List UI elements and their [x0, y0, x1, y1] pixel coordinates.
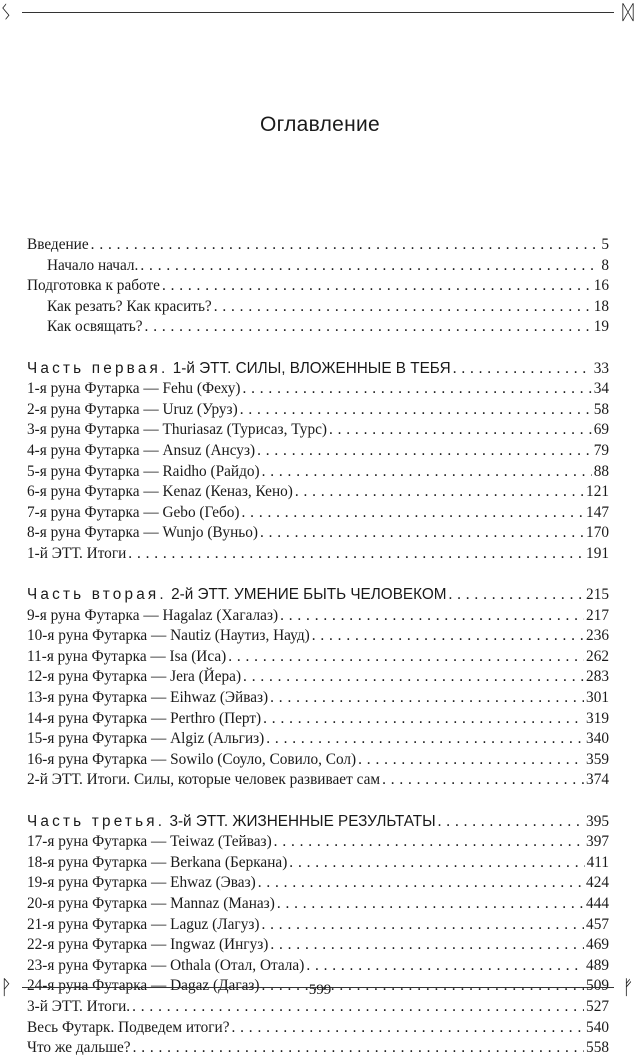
leader-dots	[242, 380, 591, 398]
toc-entry[interactable]	[27, 504, 609, 525]
rune-wunjo-icon: ᚹ	[0, 975, 12, 999]
toc-entry-page: 262	[586, 647, 609, 665]
toc-entry-label: 11-я руна Футарка — Isa (Иса)	[27, 647, 227, 665]
toc-entry-label: 5-я руна Футарка — Raidho (Райдо)	[27, 462, 260, 480]
toc-entry-label: 13-я руна Футарка — Eihwaz (Эйваз)	[27, 689, 269, 707]
toc-entry[interactable]	[27, 442, 609, 463]
toc-entry-page: 69	[593, 421, 609, 439]
toc-entry-page: 359	[586, 750, 609, 768]
leader-dots	[262, 463, 592, 481]
leader-dots	[263, 710, 584, 728]
toc-entry[interactable]	[27, 998, 609, 1019]
leader-dots	[128, 545, 584, 563]
toc-entry-page: 489	[586, 956, 609, 974]
toc-entry[interactable]	[27, 236, 609, 257]
toc-entry-page: 16	[593, 277, 609, 295]
part-title: 2-й ЭТТ. УМЕНИЕ БЫТЬ ЧЕЛОВЕКОМ	[171, 586, 447, 604]
toc-entry-page: 424	[586, 874, 609, 892]
toc-entry[interactable]	[27, 298, 609, 319]
toc-entry-page: 397	[586, 833, 609, 851]
toc-entry-label: Введение	[27, 236, 89, 253]
toc-entry-label: 15-я руна Футарка — Algiz (Альгиз)	[27, 730, 265, 748]
leader-dots	[382, 771, 584, 789]
toc-entry-label: 8-я руна Футарка — Wunjo (Вуньо)	[27, 524, 258, 542]
toc-entry-page: 58	[593, 400, 609, 418]
toc-entry[interactable]	[27, 421, 609, 442]
leader-dots	[266, 730, 584, 748]
toc-entry-label: 6-я руна Футарка — Kenaz (Кеназ, Кено)	[27, 483, 293, 501]
leader-dots	[257, 442, 592, 460]
toc-entry-label: 21-я руна Футарка — Laguz (Лагуз)	[27, 915, 260, 933]
toc-entry[interactable]	[27, 545, 609, 566]
toc-entry-page: 170	[586, 524, 609, 542]
toc-entry-label: Подготовка к работе	[27, 277, 160, 295]
toc-entry-label: 1-я руна Футарка — Fehu (Феху)	[27, 380, 241, 398]
toc-entry-page: 215	[586, 586, 609, 604]
leader-dots	[242, 504, 585, 522]
part-heading[interactable]	[27, 813, 609, 834]
toc-entry-page: 457	[586, 915, 609, 933]
toc-entry-label: 10-я руна Футарка — Nautiz (Наутиз, Науд)	[27, 627, 310, 645]
toc-entry-page: 33	[593, 359, 609, 377]
leader-dots	[91, 236, 600, 254]
toc-entry-page: 469	[586, 936, 609, 954]
toc-entry-label: 23-я руна Футарка — Othala (Отал, Отала)	[27, 956, 305, 974]
toc-entry[interactable]	[27, 668, 609, 689]
part-prefix: Часть первая.	[27, 359, 169, 377]
toc-entry-page: 5	[601, 236, 609, 253]
toc-entry[interactable]	[27, 771, 609, 792]
leader-dots	[232, 1019, 585, 1037]
part-prefix: Часть третья.	[27, 812, 166, 830]
leader-dots	[132, 998, 584, 1016]
toc-entry[interactable]	[27, 874, 609, 895]
toc-entry-page: 301	[586, 689, 609, 707]
toc-entry-page: 34	[593, 380, 609, 398]
page-number: 599	[308, 982, 332, 998]
part-heading-label	[27, 586, 446, 604]
toc-entry-page: 236	[586, 627, 609, 645]
toc-entry-page: 217	[586, 606, 609, 624]
leader-dots	[270, 936, 584, 954]
toc-entry-page: 444	[586, 895, 609, 912]
rune-fehu-icon: ᚠ	[622, 975, 634, 999]
leader-dots	[240, 401, 592, 419]
toc-entry-page: 191	[586, 544, 609, 562]
toc-entry-page: 19	[593, 318, 609, 336]
toc-entry-label: 1-й ЭТТ. Итоги	[27, 544, 127, 562]
part-heading-label	[27, 360, 451, 378]
leader-dots	[262, 916, 585, 934]
toc-entry-label: 3-й ЭТТ. Итоги.	[27, 997, 131, 1015]
toc-entry-label: 7-я руна Футарка — Gebo (Гебо)	[27, 503, 240, 521]
toc-entry-page: 88	[593, 462, 609, 480]
toc-entry-page: 283	[586, 668, 609, 686]
toc-entry-label: 2-й ЭТТ. Итоги. Силы, которые человек развивает сам	[27, 771, 381, 789]
leader-dots	[228, 648, 584, 666]
toc-entry-page: 509	[586, 977, 609, 995]
toc-entry[interactable]	[27, 895, 609, 916]
toc-entry-label: 24-я руна Футарка — Dagaz (Дагаз)	[27, 977, 260, 995]
leader-dots	[162, 277, 592, 295]
table-of-contents	[27, 236, 609, 1060]
top-rule	[22, 12, 614, 13]
rune-sowilo-icon: ᛊ	[0, 0, 12, 24]
leader-dots	[438, 813, 584, 831]
toc-entry[interactable]	[27, 957, 609, 978]
part-heading-label	[27, 813, 436, 831]
leader-dots	[258, 874, 584, 892]
leader-dots	[140, 257, 599, 275]
toc-entry[interactable]	[27, 916, 609, 937]
toc-entry[interactable]	[27, 710, 609, 731]
leader-dots	[214, 298, 592, 316]
toc-entry-label: Весь Футарк. Подведем итоги?	[27, 1018, 230, 1036]
toc-entry[interactable]	[27, 607, 609, 628]
toc-entry[interactable]	[27, 483, 609, 504]
part-prefix: Часть вторая.	[27, 586, 167, 604]
toc-entry-label: 9-я руна Футарка — Hagalaz (Хагалаз)	[27, 606, 279, 624]
toc-entry-label: 2-я руна Футарка — Uruz (Уруз)	[27, 400, 238, 418]
toc-entry-label: 22-я руна Футарка — Ingwaz (Ингуз)	[27, 936, 269, 954]
toc-entry-page: 18	[593, 297, 609, 315]
toc-entry-label: 19-я руна Футарка — Ehwaz (Эваз)	[27, 874, 256, 892]
toc-entry-page: 79	[593, 441, 609, 459]
leader-dots	[329, 421, 592, 439]
toc-entry-label: Как освящать?	[47, 318, 143, 336]
toc-entry-label: Начало начал.	[47, 256, 139, 274]
toc-entry[interactable]	[27, 1039, 609, 1060]
toc-entry[interactable]	[27, 751, 609, 772]
rune-dagaz-icon: ᛞ	[622, 0, 634, 24]
section-gap	[27, 566, 609, 587]
leader-dots	[243, 668, 584, 686]
toc-entry[interactable]	[27, 936, 609, 957]
toc-entry-label: 12-я руна Футарка — Jera (Йера)	[27, 668, 242, 686]
toc-entry-label: 16-я руна Футарка — Sowilo (Соуло, Совило, Сол)	[27, 750, 357, 768]
toc-entry-page: 121	[586, 483, 609, 501]
leader-dots	[145, 318, 592, 336]
toc-entry[interactable]	[27, 463, 609, 484]
toc-entry[interactable]	[27, 833, 609, 854]
section-gap	[27, 339, 609, 360]
toc-entry-page: 319	[586, 709, 609, 727]
toc-entry[interactable]	[27, 277, 609, 298]
toc-entry-label: 4-я руна Футарка — Ansuz (Ансуз)	[27, 441, 256, 459]
leader-dots	[270, 689, 584, 707]
toc-entry-page: 340	[586, 730, 609, 748]
part-heading[interactable]	[27, 360, 609, 381]
toc-entry-page: 395	[586, 812, 609, 830]
toc-entry-label: 18-я руна Футарка — Berkana (Беркана)	[27, 853, 288, 871]
leader-dots	[277, 895, 584, 913]
part-title: 1-й ЭТТ. СИЛЫ, ВЛОЖЕННЫЕ В ТЕБЯ	[172, 359, 451, 377]
leader-dots	[295, 483, 584, 501]
toc-entry-page: 374	[586, 771, 609, 789]
toc-entry-label: 20-я руна Футарка — Mannaz (Маназ)	[27, 895, 275, 912]
leader-dots	[358, 751, 584, 769]
toc-entry[interactable]	[27, 257, 609, 278]
toc-entry-page: 8	[601, 256, 609, 274]
toc-entry-page: 147	[586, 503, 609, 521]
part-heading[interactable]	[27, 586, 609, 607]
toc-entry[interactable]	[27, 854, 609, 875]
leader-dots	[289, 854, 584, 872]
leader-dots	[306, 957, 584, 975]
toc-entry-label: 14-я руна Футарка — Perthro (Перт)	[27, 709, 262, 727]
leader-dots	[280, 607, 584, 625]
part-title: 3-й ЭТТ. ЖИЗНЕННЫЕ РЕЗУЛЬТАТЫ	[169, 812, 436, 830]
toc-entry[interactable]	[27, 1019, 609, 1040]
toc-entry-label: 17-я руна Футарка — Teiwaz (Тейваз)	[27, 833, 272, 851]
leader-dots	[312, 627, 584, 645]
toc-entry[interactable]	[27, 318, 609, 339]
leader-dots	[260, 524, 584, 542]
toc-entry-label: Что же дальше?	[27, 1039, 131, 1057]
toc-entry-label: Как резать? Как красить?	[47, 297, 212, 315]
toc-entry-page: 527	[586, 997, 609, 1015]
page-title: Оглавление	[259, 113, 381, 136]
toc-entry[interactable]	[27, 648, 609, 669]
toc-entry[interactable]	[27, 730, 609, 751]
toc-entry-label: 3-я руна Футарка — Thuriasaz (Турисаз, Турс)	[27, 421, 327, 439]
toc-entry[interactable]	[27, 627, 609, 648]
toc-entry[interactable]	[27, 380, 609, 401]
leader-dots	[453, 360, 592, 378]
section-gap	[27, 792, 609, 813]
toc-entry-page: 558	[586, 1039, 609, 1057]
toc-entry[interactable]	[27, 401, 609, 422]
toc-entry-page: 540	[586, 1018, 609, 1036]
leader-dots	[274, 833, 584, 851]
toc-entry[interactable]	[27, 689, 609, 710]
leader-dots	[448, 586, 584, 604]
toc-entry[interactable]	[27, 524, 609, 545]
toc-entry-page: 411	[586, 853, 609, 871]
leader-dots	[133, 1039, 584, 1057]
